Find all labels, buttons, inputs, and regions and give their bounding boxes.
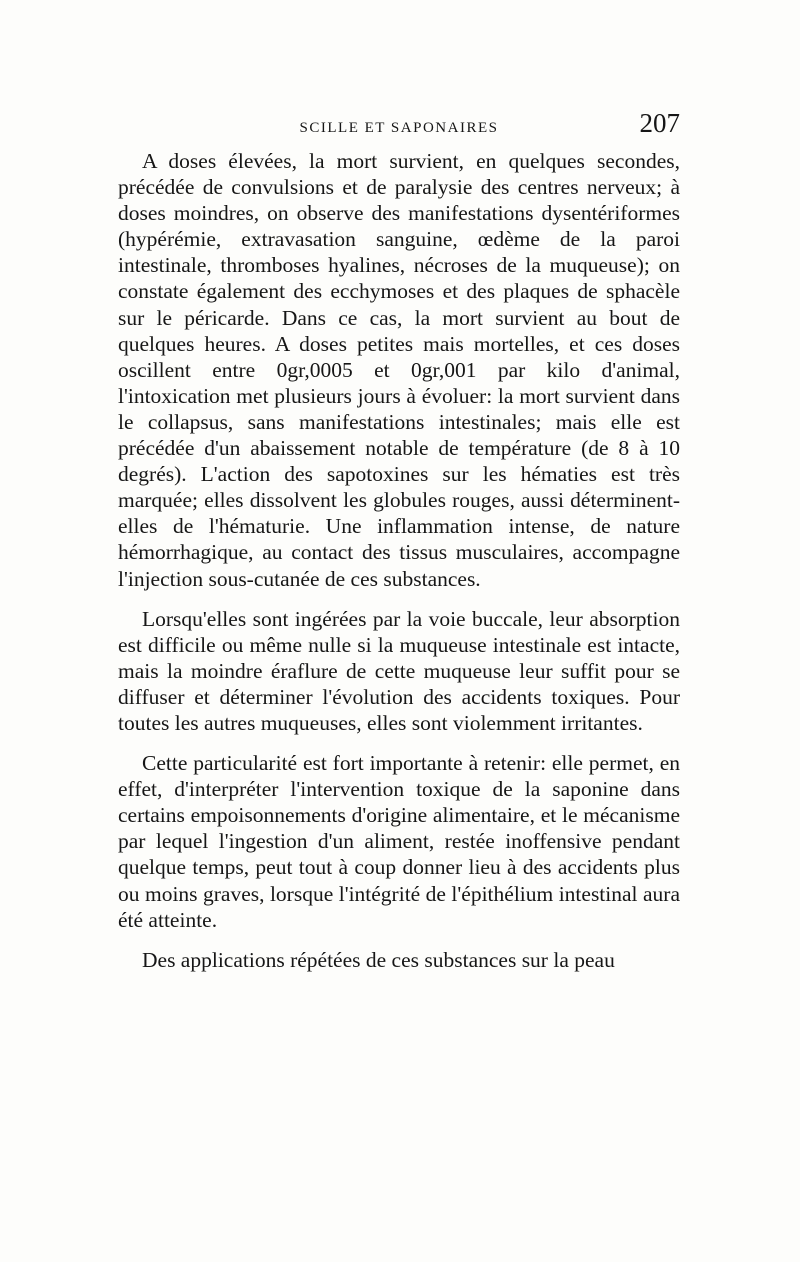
page-header bbox=[118, 108, 680, 144]
paragraph-3: Cette particularité est fort importante à retenir: elle permet, en effet, d'interpréter l'intervention toxique de la saponine dans certains empoisonnements d'origine alimentaire, et le mécanisme par lequel l'ingestion d'un aliment, restée inoffensive pendant quelque temps, peut tout à coup donner lieu à des accidents plus ou moins graves, lorsque l'intégrité de l'épithélium intestinal aura été atteinte. bbox=[118, 751, 680, 932]
running-title: SCILLE ET SAPONAIRES bbox=[299, 120, 499, 136]
body-text bbox=[118, 148, 680, 987]
page-number: 207 bbox=[639, 108, 680, 138]
paragraph-1: A doses élevées, la mort survient, en quelques secondes, précédée de convulsions et de paralysie des centres nerveux; à doses moindres, on observe des manifestations dysentériformes (hypérémie, extravasation sanguine, œdème de la paroi intestinale, thromboses hyalines, nécroses de la muqueuse); on constate également des ecchymoses et des plaques de sphacèle sur le péricarde. Dans ce cas, la mort survient au bout de quelques heures. A doses petites mais mortelles, et ces doses oscillent entre 0gr,0005 et 0gr,001 par kilo d'animal, l'intoxication met plusieurs jours à évoluer: la mort survient dans le collapsus, sans manifestations intestinales; mais elle est précédée d'un abaissement notable de température (de 8 à 10 degrés). L'action des sapotoxines sur les hématies est très marquée; elles dissolvent les globules rouges, aussi déterminent-elles de l'hématurie. Une inflammation intense, de nature hémorrhagique, au contact des tissus musculaires, accompagne l'injection sous-cutanée de ces substances. bbox=[118, 149, 680, 591]
paragraph-2: Lorsqu'elles sont ingérées par la voie buccale, leur absorption est difficile ou même nulle si la muqueuse intestinale est intacte, mais la moindre éraflure de cette muqueuse leur suffit pour se diffuser et déterminer l'évolution des accidents toxiques. Pour toutes les autres muqueuses, elles sont violemment irritantes. bbox=[118, 606, 680, 735]
paragraph-4: Des applications répétées de ces substances sur la peau bbox=[142, 947, 615, 972]
